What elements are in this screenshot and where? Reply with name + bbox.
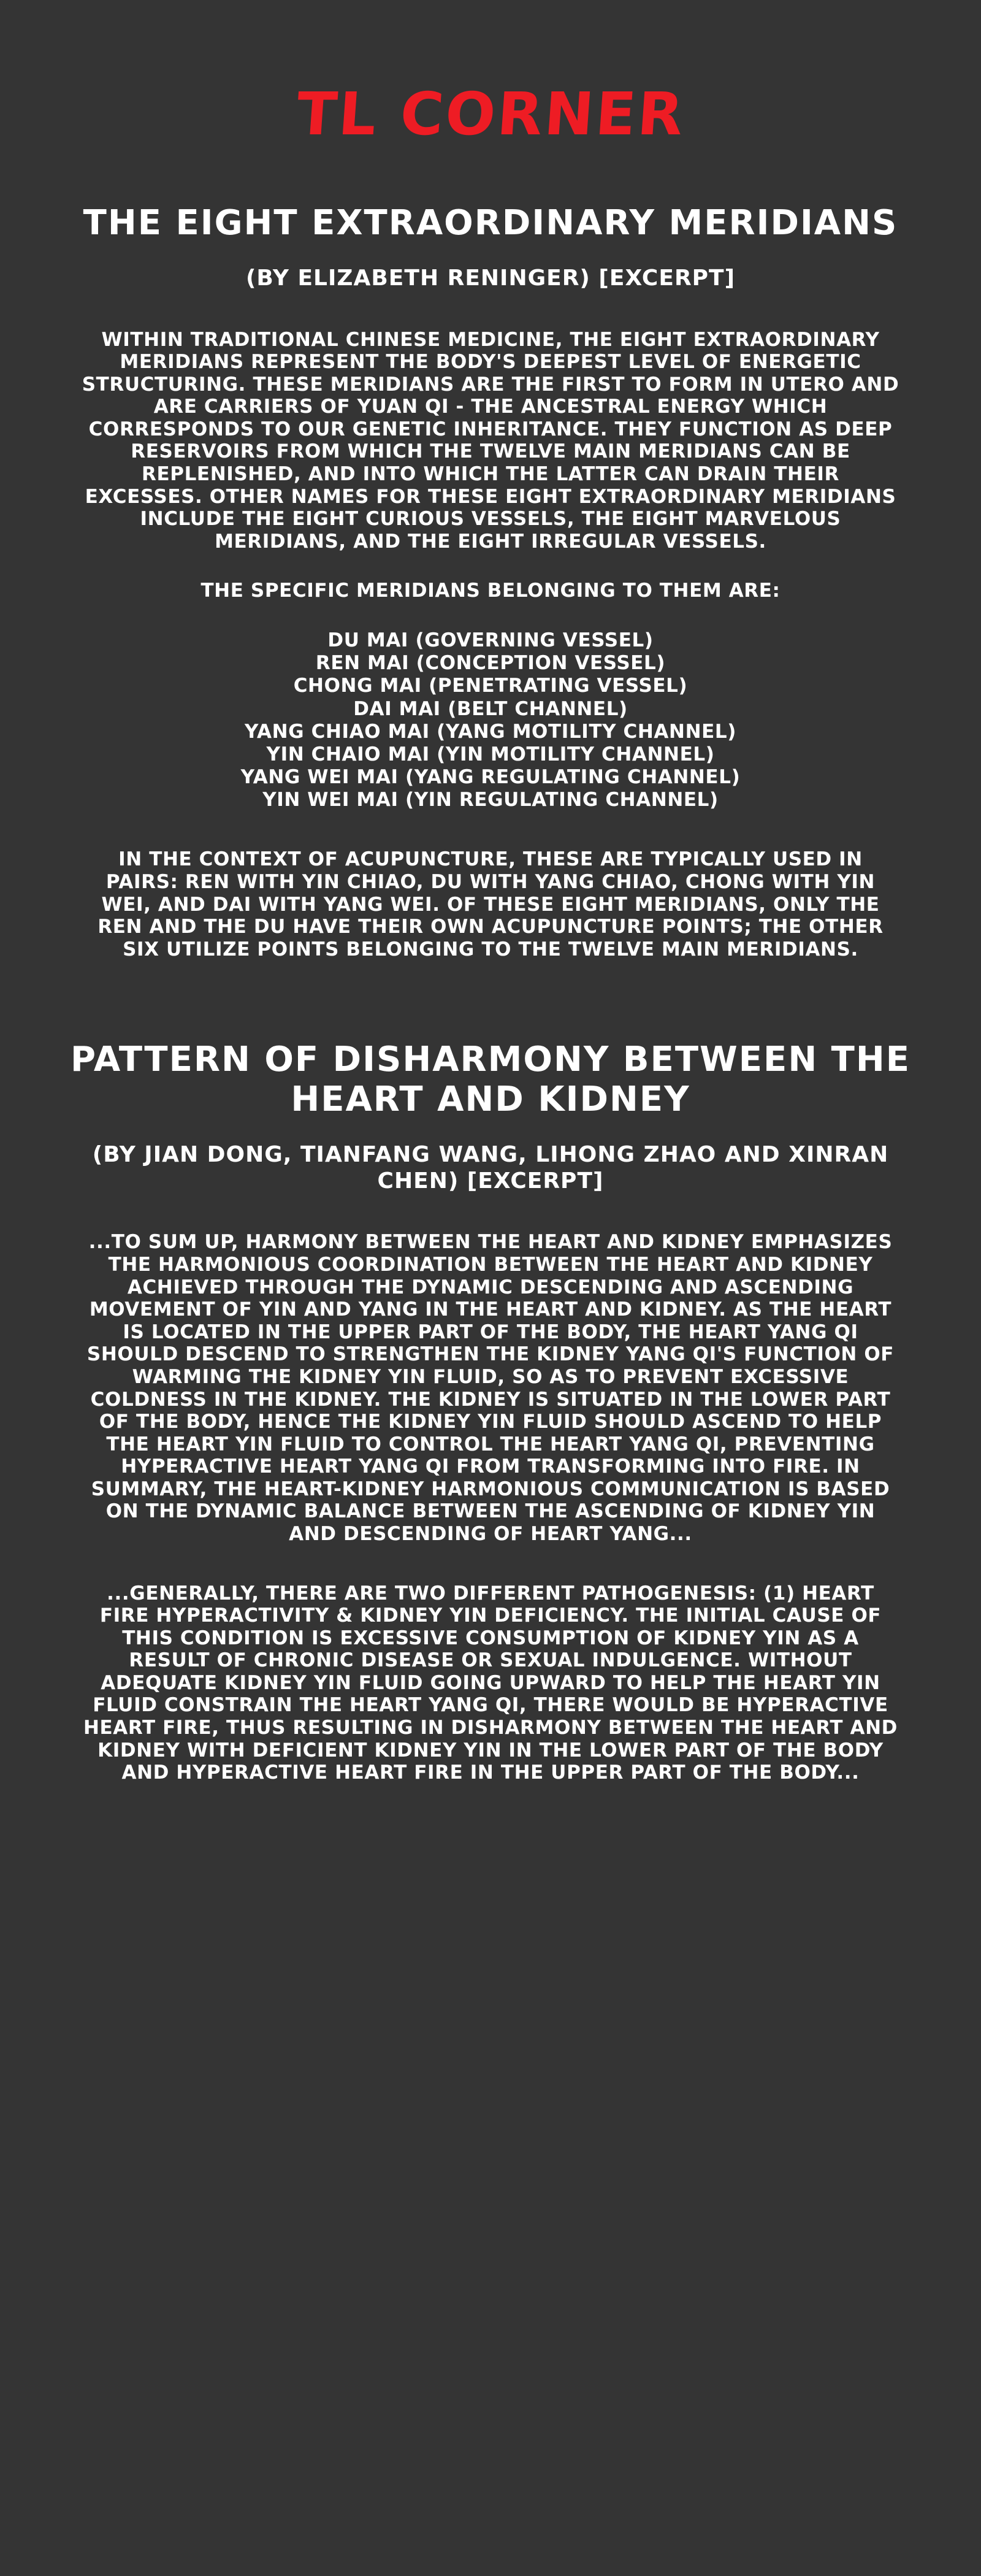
section-paragraph: IN THE CONTEXT OF ACUPUNCTURE, THESE ARE TYPICALLY USED IN PAIRS: REN WITH YIN CHIAO, DU WITH YANG CHIAO, CHONG WITH YIN WEI, AND DAI WITH YANG WEI. OF THESE EIGHT MERIDIANS, ONLY THE REN AND THE DU HAVE THEIR OWN ACUPUNCTURE POINTS; THE OTHER SIX UTILIZE POINTS BELONGING TO THE TWELVE MAIN MERIDIANS. xyxy=(97,848,884,960)
section-title: THE EIGHT EXTRAORDINARY MERIDIANS xyxy=(83,203,898,243)
list-item: REN MAI (CONCEPTION VESSEL) xyxy=(315,652,666,675)
section-byline: (BY ELIZABETH RENINGER) [EXCERPT] xyxy=(245,266,736,291)
section-paragraph: THE SPECIFIC MERIDIANS BELONGING TO THEM ARE: xyxy=(200,580,781,602)
list-item: CHONG MAI (PENETRATING VESSEL) xyxy=(293,675,688,697)
section-heart-kidney-disharmony xyxy=(67,960,914,1784)
section-byline: (BY JIAN DONG, TIANFANG WANG, LIHONG ZHAO AND XINRAN CHEN) [EXCERPT] xyxy=(92,1142,889,1194)
bottom-spacer xyxy=(67,1784,914,1888)
list-item: YANG WEI MAI (YANG REGULATING CHANNEL) xyxy=(240,766,741,789)
list-item: DU MAI (GOVERNING VESSEL) xyxy=(327,629,654,651)
section-paragraph: WITHIN TRADITIONAL CHINESE MEDICINE, THE EIGHT EXTRAORDINARY MERIDIANS REPRESENT THE BODY'S DEEPEST LEVEL OF ENERGETIC STRUCTURING. THESE MERIDIANS ARE THE FIRST TO FORM IN UTERO AND ARE CARRIERS OF YUAN QI - THE ANCESTRAL ENERGY WHICH CORRESPONDS TO OUR GENETIC INHERITANCE. THEY FUNCTION AS DEEP RESERVOIRS FROM WHICH THE TWELVE MAIN MERIDIANS CAN BE REPLENISHED, AND INTO WHICH THE LATTER CAN DRAIN THEIR EXCESSES. OTHER NAMES FOR THESE EIGHT EXTRAORDINARY MERIDIANS INCLUDE THE EIGHT CURIOUS VESSELS, THE EIGHT MARVELOUS MERIDIANS, AND THE EIGHT IRREGULAR VESSELS. xyxy=(82,328,899,553)
list-item: YIN CHAIO MAI (YIN MOTILITY CHANNEL) xyxy=(266,743,715,765)
page-title: TL CORNER xyxy=(294,80,687,148)
list-item: DAI MAI (BELT CHANNEL) xyxy=(353,697,628,720)
section-paragraph: ...TO SUM UP, HARMONY BETWEEN THE HEART AND KIDNEY EMPHASIZES THE HARMONIOUS COORDINATION BETWEEN THE HEART AND KIDNEY ACHIEVED THROUGH THE DYNAMIC DESCENDING AND ASCENDING MOVEMENT OF YIN AND YANG IN THE HEART AND KIDNEY. AS THE HEART IS LOCATED IN THE UPPER PART OF THE BODY, THE HEART YANG QI SHOULD DESCEND TO STRENGTHEN THE KIDNEY YANG QI'S FUNCTION OF WARMING THE KIDNEY YIN FLUID, SO AS TO PREVENT EXCESSIVE COLDNESS IN THE KIDNEY. THE KIDNEY IS SITUATED IN THE LOWER PART OF THE BODY, HENCE THE KIDNEY YIN FLUID SHOULD ASCEND TO HELP THE HEART YIN FLUID TO CONTROL THE HEART YANG QI, PREVENTING HYPERACTIVE HEART YANG QI FROM TRANSFORMING INTO FIRE. IN SUMMARY, THE HEART-KIDNEY HARMONIOUS COMMUNICATION IS BASED ON THE DYNAMIC BALANCE BETWEEN THE ASCENDING OF KIDNEY YIN AND DESCENDING OF HEART YANG... xyxy=(86,1231,895,1545)
list-item: YIN WEI MAI (YIN REGULATING CHANNEL) xyxy=(262,789,719,811)
section-title: PATTERN OF DISHARMONY BETWEEN THE HEART AND KIDNEY xyxy=(71,1040,910,1119)
section-eight-extraordinary-meridians xyxy=(67,148,914,960)
meridian-list xyxy=(241,629,741,812)
section-paragraph: ...GENERALLY, THERE ARE TWO DIFFERENT PATHOGENESIS: (1) HEART FIRE HYPERACTIVITY & KIDNEY YIN DEFICIENCY. THE INITIAL CAUSE OF THIS CONDITION IS EXCESSIVE CONSUMPTION OF KIDNEY YIN AS A RESULT OF CHRONIC DISEASE OR SEXUAL INDULGENCE. WITHOUT ADEQUATE KIDNEY YIN FLUID GOING UPWARD TO HELP THE HEART YIN FLUID CONSTRAIN THE HEART YANG QI, THERE WOULD BE HYPERACTIVE HEART FIRE, THUS RESULTING IN DISHARMONY BETWEEN THE HEART AND KIDNEY WITH DEFICIENT KIDNEY YIN IN THE LOWER PART OF THE BODY AND HYPERACTIVE HEART FIRE IN THE UPPER PART OF THE BODY... xyxy=(83,1582,898,1784)
list-item: YANG CHIAO MAI (YANG MOTILITY CHANNEL) xyxy=(244,720,737,743)
